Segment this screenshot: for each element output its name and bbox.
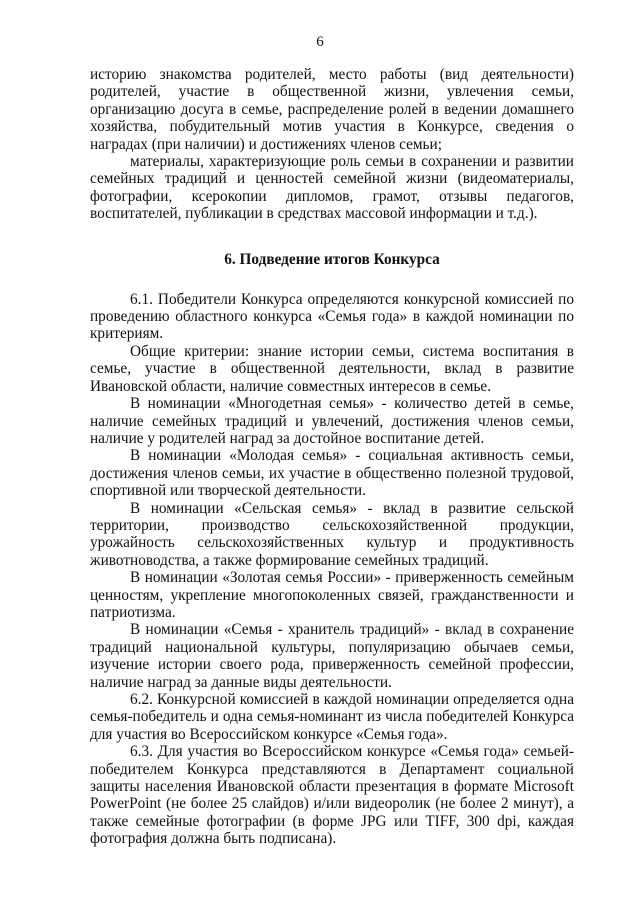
paragraph: историю знакомства родителей, место работы (вид деятельности) родителей, участие в общественной жизни, увлечения семьи, организацию досуга в семье, распределение ролей в ведении домашнего хозяйства, побудительный мотив участия в Конкурсе, сведения о наградах (при наличии) и достижениях членов семьи; [90, 66, 574, 153]
paragraph: В номинации «Золотая семья России» - приверженность семейным ценностям, укрепление многопоколенных связей, гражданственности и патриотизма. [90, 569, 574, 621]
paragraph: В номинации «Семья - хранитель традиций» - вклад в сохранение традиций национальной культуры, популяризацию обычаев семьи, изучение истории своего рода, приверженность семейной профессии, наличие наград за данные виды деятельности. [90, 621, 574, 691]
paragraph: В номинации «Многодетная семья» - количество детей в семье, наличие семейных традиций и увлечений, достижения членов семьи, наличие у родителей наград за достойное воспитание детей. [90, 395, 574, 447]
paragraph: В номинации «Молодая семья» - социальная активность семьи, достижения членов семьи, их участие в общественно полезной трудовой, спортивной или творческой деятельности. [90, 447, 574, 500]
paragraph: 6.3. Для участия во Всероссийском конкурсе «Семья года» семьей-победителем Конкурса представляются в Департамент социальной защиты населения Ивановской области презентация в формате Microsoft PowerPoint (не более 25 слайдов) и/или видеоролик (не более 2 минут), а также семейные фотографии (в форме JPG или TIFF, 300 dpi, каждая фотография должна быть подписана). [90, 743, 574, 848]
paragraph: 6.2. Конкурсной комиссией в каждой номинации определяется одна семья-победитель и одна семья-номинант из числа победителей Конкурса для участия во Всероссийском конкурсе «Семья года». [90, 691, 574, 743]
paragraph: материалы, характеризующие роль семьи в сохранении и развитии семейных традиций и ценностей семейной жизни (видеоматериалы, фотографии, ксерокопии дипломов, грамот, отзывы педагогов, воспитателей, публикации в средствах массовой информации и т.д.). [90, 153, 574, 223]
section-heading: 6. Подведение итогов Конкурса [224, 250, 440, 268]
document-body [90, 66, 574, 848]
paragraph: 6.1. Победители Конкурса определяются конкурсной комиссией по проведению областного конкурса «Семья года» в каждой номинации по критериям. [90, 290, 574, 343]
paragraph: В номинации «Сельская семья» - вклад в развитие сельской территории, производство сельскохозяйственной продукции, урожайность сельскохозяйственных культур и продуктивность животноводства, а также формирование семейных традиций. [90, 499, 574, 569]
page-number: 6 [316, 34, 324, 50]
paragraph: Общие критерии: знание истории семьи, система воспитания в семье, участие в общественной деятельности, вклад в развитие Ивановской области, наличие совместных интересов в семье. [90, 342, 574, 395]
